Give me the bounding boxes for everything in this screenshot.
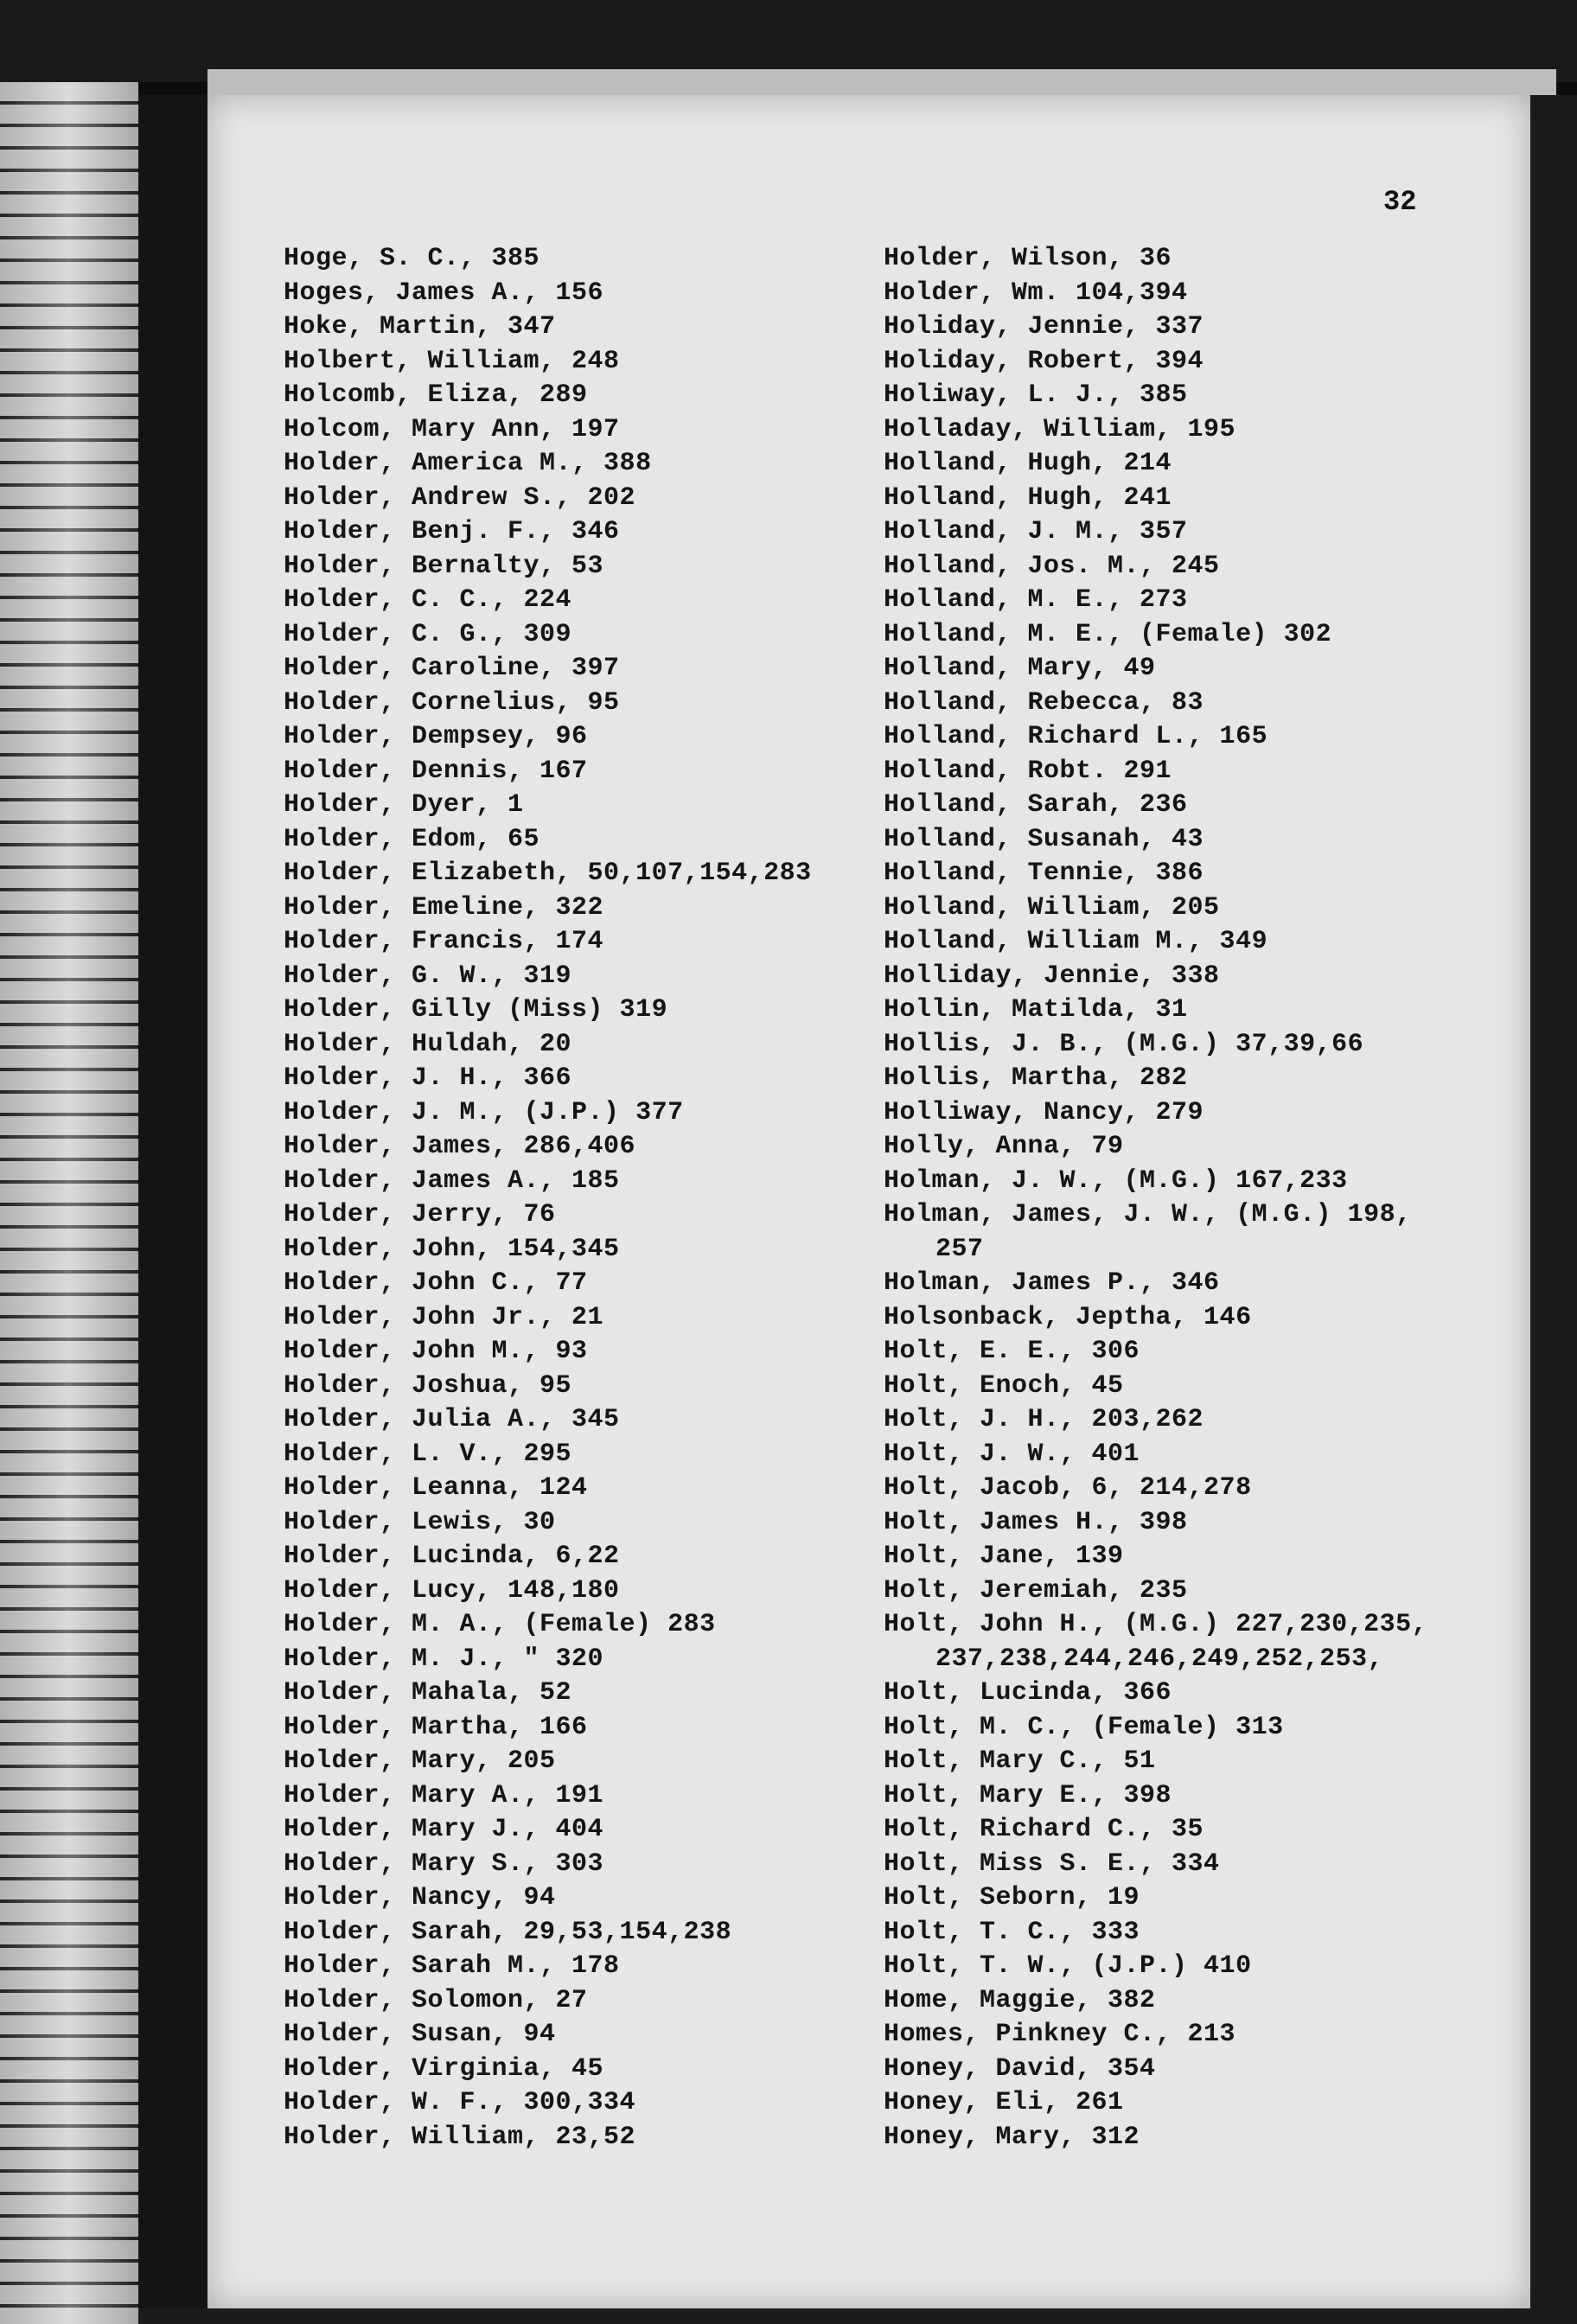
index-entry: Holder, W. F., 300,334 [284, 2088, 636, 2117]
index-entry: Holcom, Mary Ann, 197 [284, 414, 620, 444]
index-entry: Holder, John M., 93 [284, 1337, 588, 1366]
index-entry: Holt, Mary C., 51 [884, 1746, 1156, 1776]
scan-top-edge [208, 69, 1556, 95]
index-entry: Holder, Francis, 174 [284, 927, 604, 956]
index-entry: Holder, Joshua, 95 [284, 1370, 572, 1401]
index-entry: Holder, John C., 77 [284, 1268, 588, 1298]
index-entry: Hoke, Martin, 347 [284, 312, 556, 342]
index-entry: Holder, Benj. F., 346 [284, 517, 620, 546]
scan-right-border [1530, 95, 1577, 2324]
index-entry: Holland, J. M., 357 [884, 517, 1188, 546]
index-entry: Holt, T. W., (J.P.) 410 [884, 1951, 1252, 1981]
index-entry: Holder, J. H., 366 [284, 1063, 572, 1093]
page-binding-shadow [138, 95, 208, 2308]
index-entry: Holder, Lewis, 30 [284, 1507, 556, 1537]
index-entry: Holder, Emeline, 322 [284, 892, 604, 923]
index-entry: Holder, Lucy, 148,180 [284, 1575, 620, 1606]
index-entry: Honey, David, 354 [884, 2053, 1156, 2084]
index-entry: 257 [935, 1234, 984, 1264]
index-entry: Home, Maggie, 382 [884, 1985, 1156, 2015]
index-entry: Holland, Richard L., 165 [884, 722, 1268, 751]
index-entry: Holder, C. G., 309 [284, 619, 572, 649]
index-entry: Holland, M. E., (Female) 302 [884, 619, 1332, 649]
index-entry: Holder, Leanna, 124 [284, 1473, 588, 1503]
index-entry: Holman, J. W., (M.G.) 167,233 [884, 1165, 1348, 1196]
index-entry: Holder, Virginia, 45 [284, 2053, 604, 2084]
index-entry: Holliway, Nancy, 279 [884, 1097, 1204, 1127]
index-entry: Holder, Andrew S., 202 [284, 482, 636, 513]
scan-bottom-border [138, 2308, 1577, 2324]
index-entry: Holder, G. W., 319 [284, 961, 572, 991]
index-entry: Holt, Seborn, 19 [884, 1883, 1140, 1912]
page-number: 32 [1383, 186, 1417, 218]
index-entry: Holbert, William, 248 [284, 346, 620, 376]
index-entry: Holt, Richard C., 35 [884, 1815, 1204, 1844]
index-entry: Holland, Hugh, 214 [884, 449, 1172, 478]
index-entry: Holt, E. E., 306 [884, 1337, 1140, 1366]
index-entry: Holland, Rebecca, 83 [884, 687, 1204, 718]
index-entry: Holland, Jos. M., 245 [884, 551, 1220, 581]
index-entry: Holder, Gilly (Miss) 319 [284, 995, 668, 1025]
index-entry: Holder, Solomon, 27 [284, 1985, 588, 2015]
index-entry: Holiday, Robert, 394 [884, 346, 1204, 376]
index-entry: Holder, Wm. 104,394 [884, 278, 1188, 308]
index-entry: Holt, T. C., 333 [884, 1917, 1140, 1947]
index-entry: Holder, Mary, 205 [284, 1746, 556, 1776]
index-entry: Holder, Elizabeth, 50,107,154,283 [284, 859, 812, 888]
index-entry: Holman, James, J. W., (M.G.) 198, [884, 1200, 1412, 1229]
index-entry: Holder, Susan, 94 [284, 2020, 556, 2049]
index-entry: Holland, M. E., 273 [884, 585, 1188, 615]
index-entry: Holt, John H., (M.G.) 227,230,235, [884, 1610, 1428, 1639]
index-entry: Holder, M. A., (Female) 283 [284, 1610, 716, 1639]
index-entry: Holt, J. H., 203,262 [884, 1405, 1204, 1434]
index-entry: Holland, Mary, 49 [884, 654, 1156, 683]
index-entry: Holder, John, 154,345 [284, 1234, 620, 1264]
index-entry: Holland, William M., 349 [884, 927, 1268, 956]
index-entry: Holt, Jane, 139 [884, 1542, 1124, 1571]
left-index-column [284, 242, 889, 2155]
index-entry: Homes, Pinkney C., 213 [884, 2020, 1236, 2049]
index-entry: Holly, Anna, 79 [884, 1132, 1124, 1161]
index-entry: Honey, Eli, 261 [884, 2088, 1124, 2117]
index-entry: 237,238,244,246,249,252,253, [935, 1644, 1384, 1674]
index-entry: Holder, C. C., 224 [284, 585, 572, 615]
index-entry: Holland, Hugh, 241 [884, 482, 1172, 513]
index-entry: Holder, Mahala, 52 [284, 1678, 572, 1708]
index-entry: Holman, James P., 346 [884, 1268, 1220, 1298]
index-entry: Holder, Huldah, 20 [284, 1029, 572, 1059]
index-entry: Holder, Bernalty, 53 [284, 551, 604, 581]
index-entry: Holder, Dyer, 1 [284, 790, 524, 820]
index-entry: Holder, James A., 185 [284, 1165, 620, 1196]
index-entry: Holder, Nancy, 94 [284, 1883, 556, 1912]
index-entry: Holt, Miss S. E., 334 [884, 1848, 1220, 1879]
index-entry: Holt, M. C., (Female) 313 [884, 1712, 1284, 1742]
index-entry: Holt, Jeremiah, 235 [884, 1575, 1188, 1606]
index-entry: Holder, Jerry, 76 [284, 1200, 556, 1229]
index-entry: Holland, Susanah, 43 [884, 824, 1204, 854]
index-entry: Holder, Caroline, 397 [284, 654, 620, 683]
index-entry: Holder, J. M., (J.P.) 377 [284, 1097, 684, 1127]
index-entry: Holder, Edom, 65 [284, 824, 540, 854]
adjacent-page-shade [0, 82, 138, 2324]
index-entry: Holder, John Jr., 21 [284, 1302, 604, 1332]
index-entry: Holder, Mary A., 191 [284, 1780, 604, 1810]
index-entry: Hollis, Martha, 282 [884, 1063, 1188, 1093]
index-entry: Holder, Dempsey, 96 [284, 722, 588, 751]
index-entry: Holt, Enoch, 45 [884, 1370, 1124, 1401]
index-entry: Holland, Sarah, 236 [884, 790, 1188, 820]
index-entry: Holder, America M., 388 [284, 449, 652, 478]
index-entry: Holder, Mary J., 404 [284, 1815, 604, 1844]
index-entry: Holder, Martha, 166 [284, 1712, 588, 1742]
index-entry: Holt, James H., 398 [884, 1507, 1188, 1537]
index-entry: Holt, J. W., 401 [884, 1439, 1140, 1469]
index-entry: Holder, James, 286,406 [284, 1132, 636, 1161]
index-entry: Holder, Cornelius, 95 [284, 687, 620, 718]
index-entry: Holder, Wilson, 36 [884, 244, 1172, 273]
index-entry: Holder, M. J., " 320 [284, 1644, 604, 1674]
index-entry: Hollin, Matilda, 31 [884, 995, 1188, 1025]
index-entry: Holt, Mary E., 398 [884, 1780, 1172, 1810]
index-entry: Holder, Julia A., 345 [284, 1405, 620, 1434]
right-index-column [884, 242, 1489, 2155]
index-entry: Holder, Lucinda, 6,22 [284, 1542, 620, 1571]
index-entry: Holder, Sarah M., 178 [284, 1951, 620, 1981]
index-entry: Hoges, James A., 156 [284, 278, 604, 308]
index-entry: Holder, L. V., 295 [284, 1439, 572, 1469]
index-entry: Holsonback, Jeptha, 146 [884, 1302, 1252, 1332]
index-entry: Hoge, S. C., 385 [284, 244, 540, 273]
index-entry: Holiway, L. J., 385 [884, 380, 1188, 410]
index-entry: Holt, Lucinda, 366 [884, 1678, 1172, 1708]
index-entry: Holiday, Jennie, 337 [884, 312, 1204, 342]
index-entry: Holder, Dennis, 167 [284, 756, 588, 786]
index-entry: Holland, Robt. 291 [884, 756, 1172, 786]
index-entry: Holder, Mary S., 303 [284, 1848, 604, 1879]
index-entry: Holliday, Jennie, 338 [884, 961, 1220, 991]
index-entry: Holcomb, Eliza, 289 [284, 380, 588, 410]
index-entry: Holder, William, 23,52 [284, 2122, 636, 2152]
index-entry: Holder, Sarah, 29,53,154,238 [284, 1917, 732, 1947]
index-entry: Honey, Mary, 312 [884, 2122, 1140, 2152]
index-entry: Holland, William, 205 [884, 892, 1220, 923]
index-entry: Holladay, William, 195 [884, 414, 1236, 444]
index-entry: Holland, Tennie, 386 [884, 859, 1204, 888]
index-entry: Holt, Jacob, 6, 214,278 [884, 1473, 1252, 1503]
index-entry: Hollis, J. B., (M.G.) 37,39,66 [884, 1029, 1364, 1059]
